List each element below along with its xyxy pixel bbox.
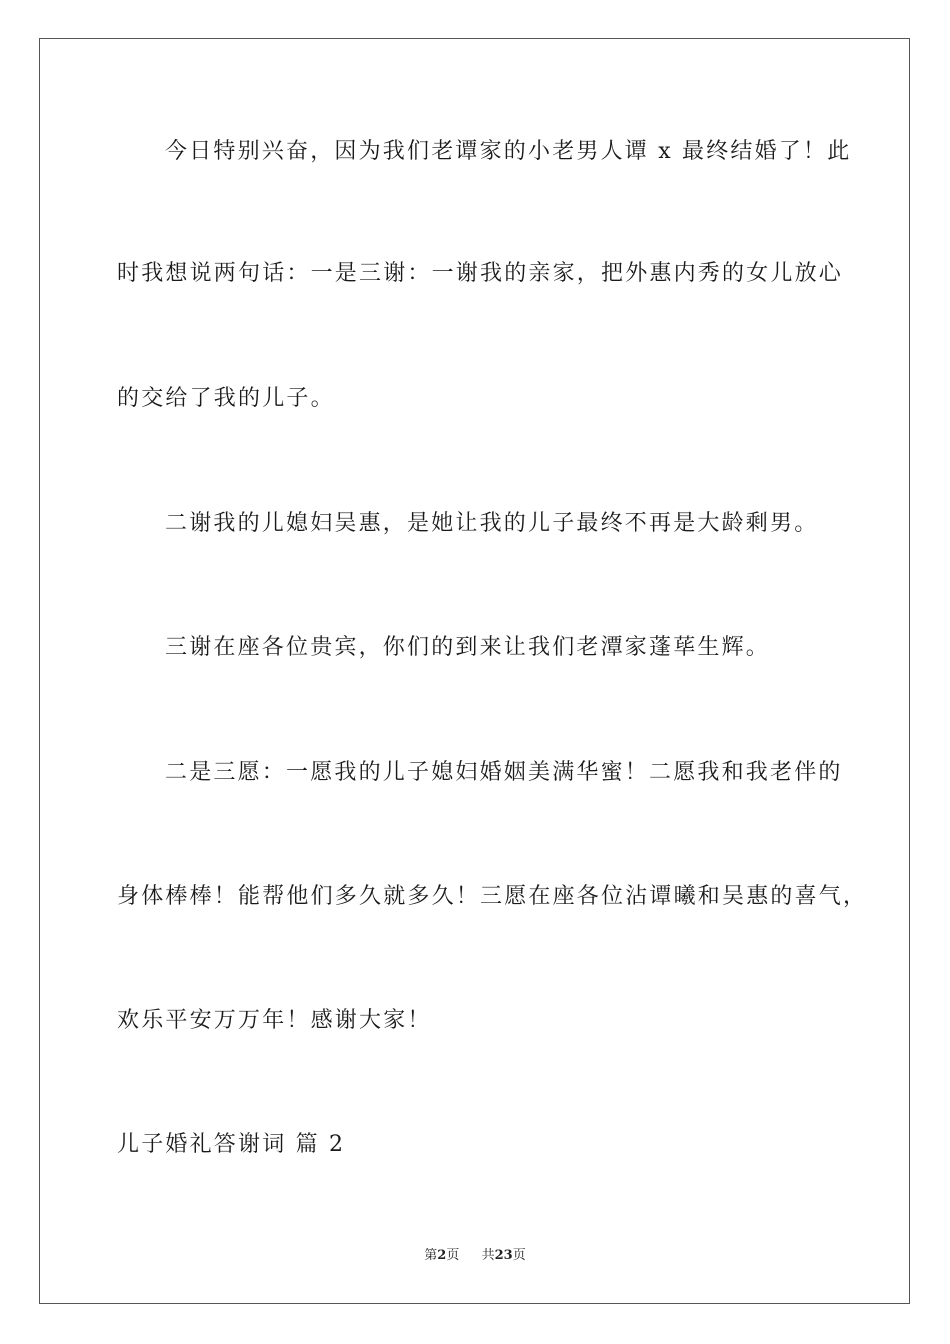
total-prefix: 共 xyxy=(481,1248,495,1263)
paragraph-1-line-1: 今日特别兴奋，因为我们老谭家的小老男人谭 x 最终结婚了！此 xyxy=(165,139,852,164)
section-heading: 儿子婚礼答谢词 篇 2 xyxy=(117,1132,346,1157)
paragraph-1-line-2: 时我想说两句话：一是三谢：一谢我的亲家，把外惠内秀的女儿放心 xyxy=(117,261,844,286)
paragraph-4-line-2: 身体棒棒！能帮他们多久就多久！三愿在座各位沾谭曦和吴惠的喜气， xyxy=(117,884,868,909)
paragraph-2-line-1: 二谢我的儿媳妇吴惠，是她让我的儿子最终不再是大龄剩男。 xyxy=(165,511,819,536)
page-border xyxy=(39,38,910,1304)
paragraph-4-line-3: 欢乐平安万万年！感谢大家！ xyxy=(117,1008,432,1033)
total-suffix: 页 xyxy=(512,1248,526,1263)
page-suffix: 页 xyxy=(446,1248,460,1263)
page-footer xyxy=(0,1247,950,1265)
page-total: 23 xyxy=(494,1248,513,1263)
paragraph-3-line-1: 三谢在座各位贵宾，你们的到来让我们老潭家蓬荜生辉。 xyxy=(165,635,771,660)
paragraph-1-line-3: 的交给了我的儿子。 xyxy=(117,386,335,411)
paragraph-4-line-1: 二是三愿：一愿我的儿子媳妇婚姻美满华蜜！二愿我和我老伴的 xyxy=(165,760,843,785)
page-prefix: 第 xyxy=(424,1248,438,1263)
page-current: 2 xyxy=(437,1248,447,1263)
